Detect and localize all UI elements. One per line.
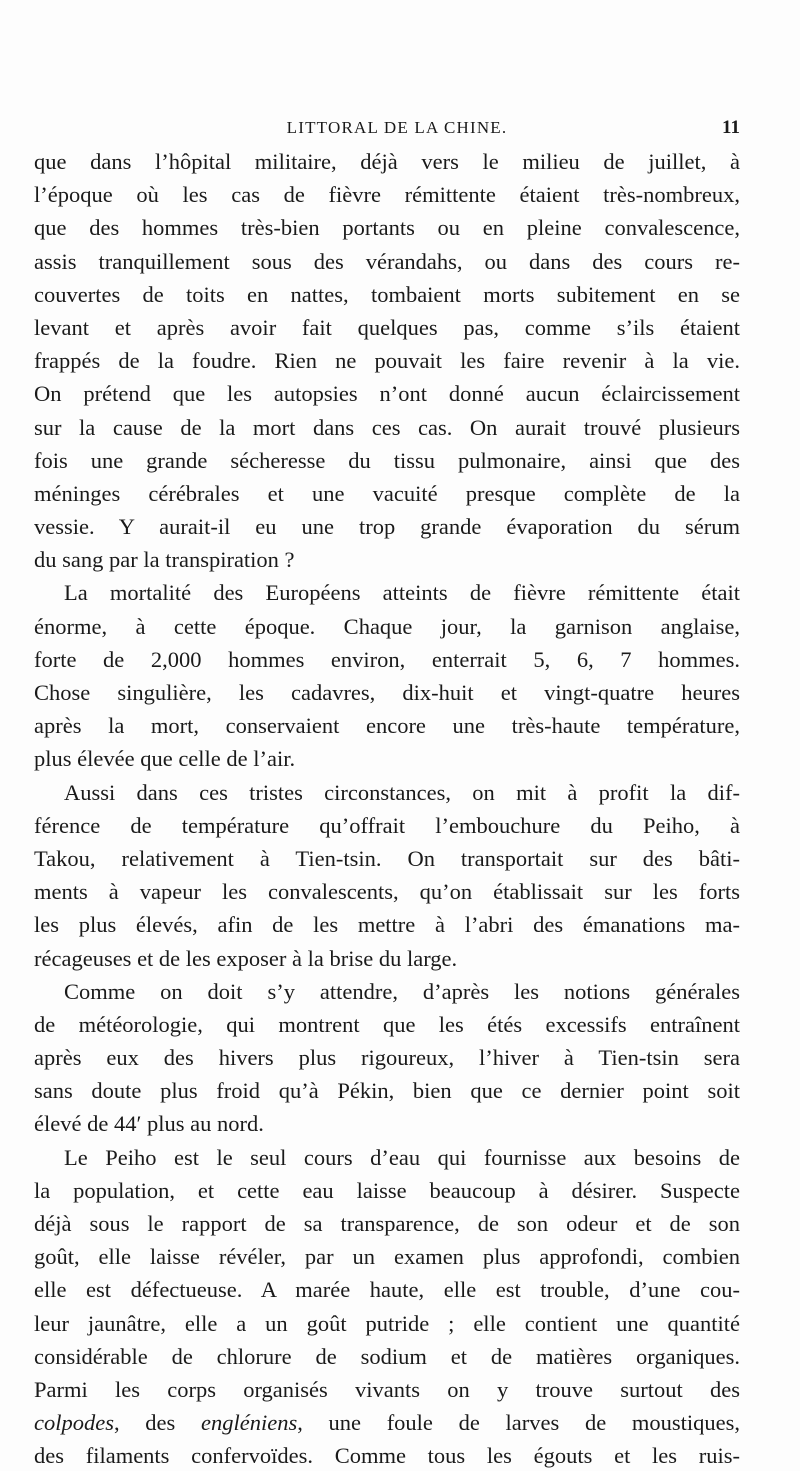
text-segment: , des: [113, 1410, 201, 1436]
text-line: Comme on doit s’y attendre, d’après les notions générales: [64, 978, 740, 1004]
text-line: levant et après avoir fait quelques pas, comme s’ils étaient: [34, 314, 740, 340]
text-line: après la mort, conservaient encore une très-haute température,: [34, 713, 740, 739]
text-line: de météorologie, qui montrent que les étés excessifs entraînent: [34, 1011, 740, 1037]
text-line: frappés de la foudre. Rien ne pouvait les faire revenir à la vie.: [34, 348, 740, 374]
page-number: 11: [722, 117, 740, 138]
text-line: vessie. Y aurait-il eu une trop grande évaporation du sérum: [34, 514, 740, 540]
italic-term: engléniens: [200, 1410, 298, 1436]
running-title: LITTORAL DE LA CHINE.: [286, 118, 508, 137]
text-line: ments à vapeur les convalescents, qu’on établissait sur les forts: [34, 879, 740, 905]
text-line: sans doute plus froid qu’à Pékin, bien que ce dernier point soit: [34, 1078, 740, 1104]
text-line: méninges cérébrales et une vacuité presque complète de la: [34, 480, 740, 506]
text-line: Takou, relativement à Tien-tsin. On transportait sur des bâti-: [34, 845, 740, 871]
text-line: les plus élevés, afin de les mettre à l’abri des émanations ma-: [34, 912, 740, 938]
text-line: On prétend que les autopsies n’ont donné aucun éclaircissement: [34, 381, 740, 407]
text-line: déjà sous le rapport de sa transparence, de son odeur et de son: [34, 1211, 740, 1236]
italic-term: colpodes: [34, 1410, 114, 1436]
text-line: couvertes de toits en nattes, tombaient morts subitement en se: [34, 281, 740, 307]
text-segment: , une foule de larves de moustiques,: [297, 1410, 740, 1436]
text-line: que dans l’hôpital militaire, déjà vers le milieu de juillet, à: [34, 149, 740, 174]
text-line: des filaments confervoïdes. Comme tous les égouts et les ruis-: [34, 1443, 740, 1469]
text-line: la population, et cette eau laisse beaucoup à désirer. Suspecte: [34, 1177, 740, 1203]
text-line: leur jaunâtre, elle a un goût putride ; elle contient une quantité: [34, 1310, 740, 1336]
running-head: [34, 116, 740, 140]
text-line: forte de 2,000 hommes environ, enterrait 5, 6, 7 hommes.: [34, 646, 740, 672]
text-line: du sang par la transpiration ?: [34, 547, 295, 573]
text-line: après eux des hivers plus rigoureux, l’hiver à Tien-tsin sera: [34, 1045, 740, 1071]
text-line: fois une grande sécheresse du tissu pulmonaire, ainsi que des: [34, 447, 740, 473]
body-text: [34, 145, 740, 1473]
text-line: Parmi les corps organisés vivants on y trouve surtout des: [34, 1376, 740, 1402]
text-line: récageuses et de les exposer à la brise du large.: [34, 945, 458, 971]
text-line: Chose singulière, les cadavres, dix-huit et vingt-quatre heures: [34, 680, 740, 705]
text-line: assis tranquillement sous des vérandahs, ou dans des cours re-: [34, 248, 740, 274]
text-line: goût, elle laisse révéler, par un examen plus approfondi, combien: [34, 1244, 740, 1270]
text-line: plus élevée que celle de l’air.: [34, 746, 296, 772]
text-line: elle est défectueuse. A marée haute, elle est trouble, d’une cou-: [34, 1277, 740, 1303]
text-line: l’époque où les cas de fièvre rémittente étaient très-nombreux,: [34, 182, 740, 208]
text-line: sur la cause de la mort dans ces cas. On aurait trouvé plusieurs: [34, 414, 740, 440]
text-line: La mortalité des Européens atteints de fièvre rémittente était: [64, 580, 740, 606]
text-line: férence de température qu’offrait l’embouchure du Peiho, à: [34, 812, 740, 838]
text-line: [34, 1406, 740, 1439]
text-line: que des hommes très-bien portants ou en pleine convalescence,: [34, 215, 740, 241]
text-line: considérable de chlorure de sodium et de matières organiques.: [34, 1343, 740, 1369]
text-line: Aussi dans ces tristes circonstances, on mit à profit la dif-: [64, 779, 740, 805]
text-line: élevé de 44′ plus au nord.: [34, 1111, 264, 1137]
text-line: énorme, à cette époque. Chaque jour, la garnison anglaise,: [34, 613, 740, 639]
text-line: Le Peiho est le seul cours d’eau qui fournisse aux besoins de: [64, 1144, 740, 1170]
